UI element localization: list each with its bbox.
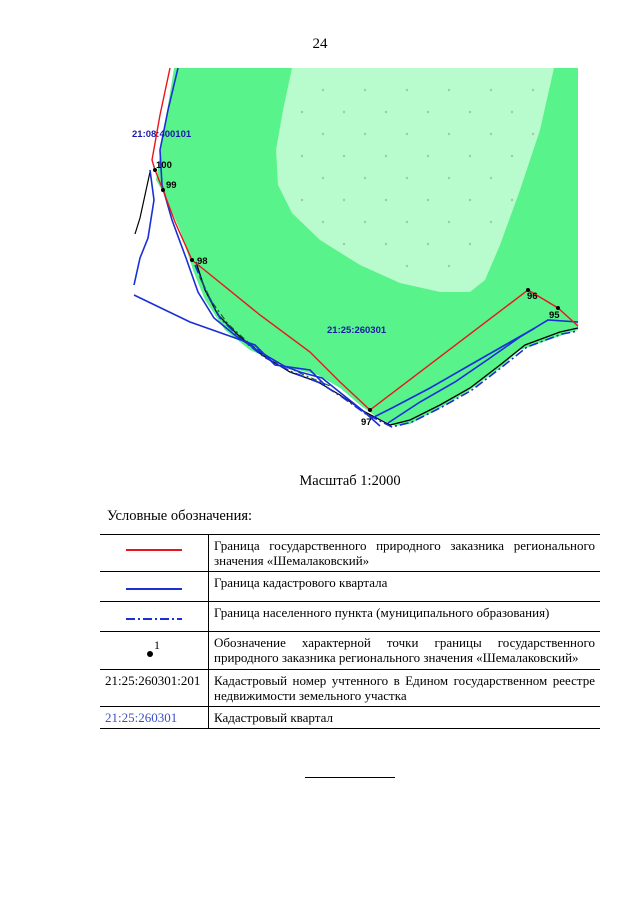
legend-row <box>100 707 600 729</box>
legend-row <box>100 535 600 572</box>
point-label-95: 95 <box>549 310 560 321</box>
legend-code-blue: 21:25:260301 <box>100 707 209 729</box>
point-symbol <box>124 635 184 663</box>
legend-desc: Кадастровый квартал <box>209 707 601 729</box>
blue-line-symbol <box>124 575 184 595</box>
point-label-99: 99 <box>166 180 177 191</box>
page-number: 24 <box>312 36 328 52</box>
point-label-97: 97 <box>361 417 372 428</box>
legend-row <box>100 602 600 632</box>
red-line-symbol <box>124 538 184 558</box>
footnote-rule <box>305 777 395 778</box>
legend-desc: Кадастровый номер учтенного в Едином государственном реестре недвижимости земельного участка <box>209 670 601 707</box>
legend-title: Условные обозначения: <box>107 508 253 524</box>
legend-row <box>100 572 600 602</box>
legend-row <box>100 670 600 707</box>
legend-code: 21:25:260301:201 <box>100 670 209 707</box>
cadastral-label-260301: 21:25:260301 <box>327 325 387 336</box>
black-boundary-west <box>135 172 150 234</box>
cadastral-label-400101: 21:08:400101 <box>132 129 192 140</box>
legend-desc: Граница населенного пункта (муниципального образования) <box>209 602 601 632</box>
legend-desc: Граница государственного природного заказника регионального значения «Шемалаковский» <box>209 535 601 572</box>
point-symbol-label: 1 <box>154 638 160 652</box>
legend-desc: Граница кадастрового квартала <box>209 572 601 602</box>
point-label-96: 96 <box>527 291 538 302</box>
dash-dot-line-symbol <box>124 605 184 625</box>
point-marker-icon <box>147 651 153 657</box>
legend-table <box>100 534 600 729</box>
point-label-98: 98 <box>197 256 208 267</box>
scale-text: Масштаб 1:2000 <box>299 473 401 489</box>
point-label-100: 100 <box>156 160 172 171</box>
legend-row <box>100 632 600 670</box>
legend-desc: Обозначение характерной точки границы государственного природного заказника регионального значения «Шемалаковский» <box>209 632 601 670</box>
